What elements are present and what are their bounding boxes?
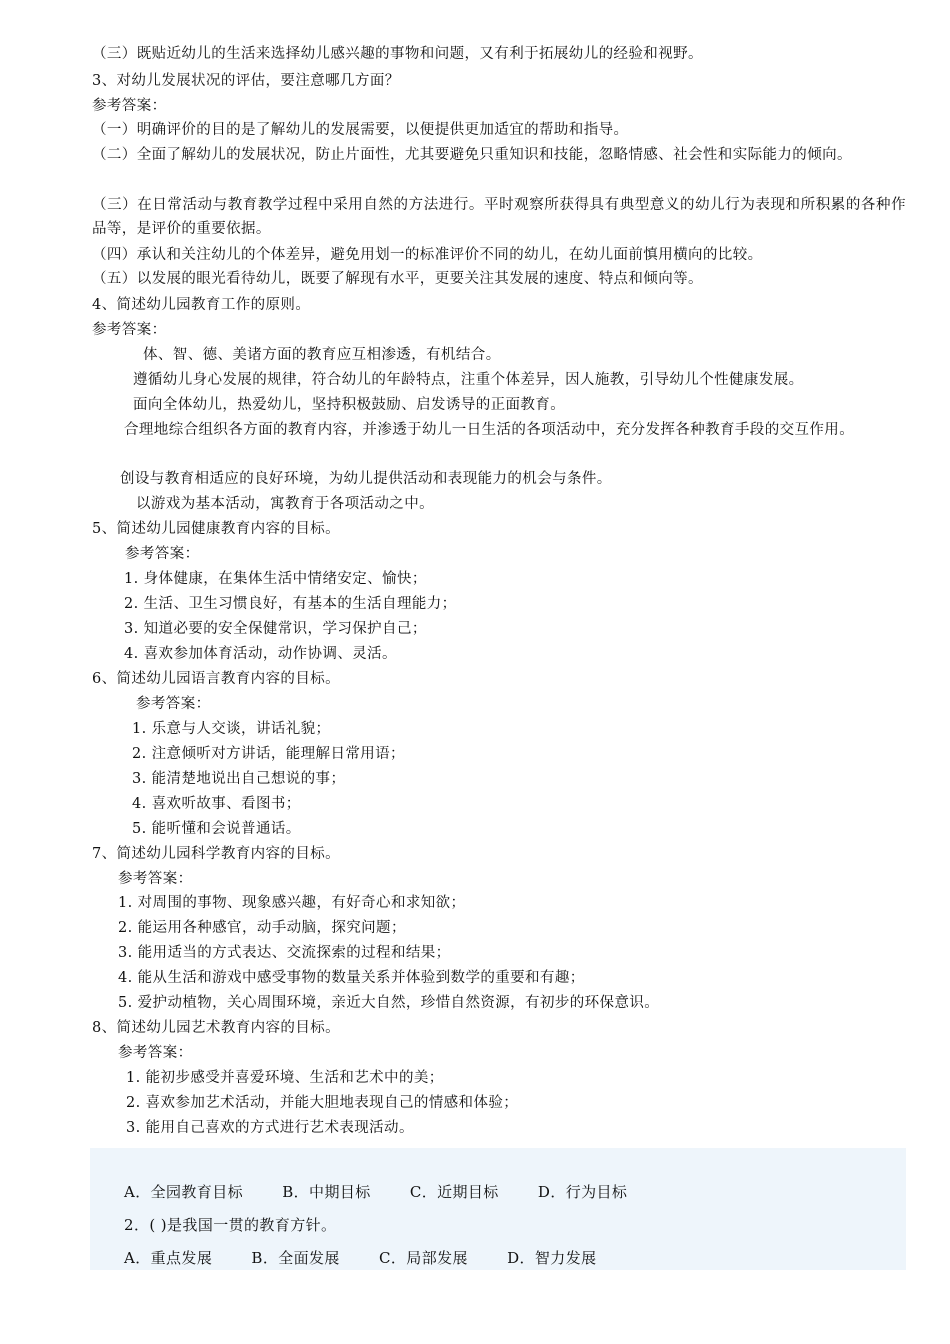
- list-item: 3. 知道必要的安全保健常识，学习保护自己；: [124, 621, 427, 637]
- question-heading: 4、简述幼儿园教育工作的原则。: [92, 297, 311, 313]
- principle-item: 合理地综合组织各方面的教育内容，并渗透于幼儿一日生活的各项活动中，充分发挥各种教育手段的交互作用。: [124, 422, 855, 438]
- answer-label: 参考答案：: [92, 98, 167, 114]
- option-d: D．行为目标: [537, 1183, 628, 1201]
- list-item: 3. 能用自己喜欢的方式进行艺术表现活动。: [126, 1120, 414, 1136]
- option-d: D．智力发展: [507, 1249, 597, 1267]
- option-a: A．全园教育目标: [124, 1183, 244, 1201]
- answer-label: 参考答案：: [136, 696, 211, 712]
- option-b: B．中期目标: [282, 1183, 371, 1201]
- principle-item: 创设与教育相适应的良好环境，为幼儿提供活动和表现能力的机会与条件。: [120, 471, 612, 487]
- q2-options: [124, 1246, 631, 1270]
- question-heading: 6、简述幼儿园语言教育内容的目标。: [92, 671, 341, 687]
- list-item: 2. 喜欢参加艺术活动，并能大胆地表现自己的情感和体验；: [126, 1095, 519, 1111]
- question-heading: 8、简述幼儿园艺术教育内容的目标。: [92, 1020, 341, 1036]
- paragraph: （二）全面了解幼儿的发展状况，防止片面性，尤其要避免只重知识和技能，忽略情感、社会性和实际能力的倾向。: [92, 147, 852, 163]
- list-item: 3. 能用适当的方式表达、交流探索的过程和结果；: [118, 945, 451, 961]
- paragraph: （四）承认和关注幼儿的个体差异，避免用划一的标准评价不同的幼儿，在幼儿面前慎用横向的比较。: [92, 247, 763, 263]
- list-item: 1. 对周围的事物、现象感兴趣，有好奇心和求知欲；: [118, 895, 466, 911]
- list-item: 1. 乐意与人交谈，讲话礼貌；: [132, 721, 331, 737]
- q1-options: [124, 1180, 661, 1204]
- question-heading: 5、简述幼儿园健康教育内容的目标。: [92, 521, 341, 537]
- option-b: B．全面发展: [251, 1249, 340, 1267]
- paragraph: （五）以发展的眼光看待幼儿，既要了解现有水平，更要关注其发展的速度、特点和倾向等。: [92, 271, 703, 287]
- principle-item: 体、智、德、美诸方面的教育应互相渗透，有机结合。: [143, 347, 501, 363]
- question-heading: 7、简述幼儿园科学教育内容的目标。: [92, 846, 341, 862]
- principle-item: 面向全体幼儿，热爱幼儿，坚持积极鼓励、启发诱导的正面教育。: [133, 397, 566, 413]
- q2-stem: 2．( )是我国一贯的教育方针。: [124, 1216, 337, 1234]
- question-heading: 3、对幼儿发展状况的评估，要注意哪几方面？: [92, 73, 400, 89]
- list-item: 2. 注意倾听对方讲话，能理解日常用语；: [132, 746, 405, 762]
- list-item: 4. 能从生活和游戏中感受事物的数量关系并体验到数学的重要和有趣；: [118, 970, 585, 986]
- list-item: 1. 身体健康，在集体生活中情绪安定、愉快；: [124, 571, 427, 587]
- answer-label: 参考答案：: [118, 1045, 193, 1061]
- paragraph: （三）既贴近幼儿的生活来选择幼儿感兴趣的事物和问题，又有利于拓展幼儿的经验和视野。: [92, 46, 703, 62]
- list-item: 1. 能初步感受并喜爱环境、生活和艺术中的美；: [126, 1070, 444, 1086]
- option-c: C．近期目标: [409, 1183, 499, 1201]
- list-item: 4. 喜欢听故事、看图书；: [132, 796, 301, 812]
- list-item: 3. 能清楚地说出自己想说的事；: [132, 771, 346, 787]
- answer-label: 参考答案：: [92, 322, 167, 338]
- principle-item: 遵循幼儿身心发展的规律，符合幼儿的年龄特点，注重个体差异，因人施教，引导幼儿个性健康发展。: [133, 372, 804, 388]
- list-item: 4. 喜欢参加体育活动，动作协调、灵活。: [124, 646, 397, 662]
- option-a: A．重点发展: [124, 1249, 213, 1267]
- answer-label: 参考答案：: [125, 546, 200, 562]
- list-item: 2. 能运用各种感官，动手动脑，探究问题；: [118, 920, 406, 936]
- paragraph: （一）明确评价的目的是了解幼儿的发展需要，以便提供更加适宜的帮助和指导。: [92, 122, 629, 138]
- answer-label: 参考答案：: [118, 871, 193, 887]
- option-c: C．局部发展: [379, 1249, 468, 1267]
- paragraph: （三）在日常活动与教育教学过程中采用自然的方法进行。平时观察所获得具有典型意义的幼儿行为表现和所积累的各种作品等，是评价的重要依据。: [92, 197, 906, 237]
- list-item: 5. 爱护动植物，关心周围环境，亲近大自然，珍惜自然资源，有初步的环保意识。: [118, 995, 660, 1011]
- list-item: 2. 生活、卫生习惯良好，有基本的生活自理能力；: [124, 596, 457, 612]
- principle-item: 以游戏为基本活动，寓教育于各项活动之中。: [136, 496, 434, 512]
- list-item: 5. 能听懂和会说普通话。: [132, 821, 301, 837]
